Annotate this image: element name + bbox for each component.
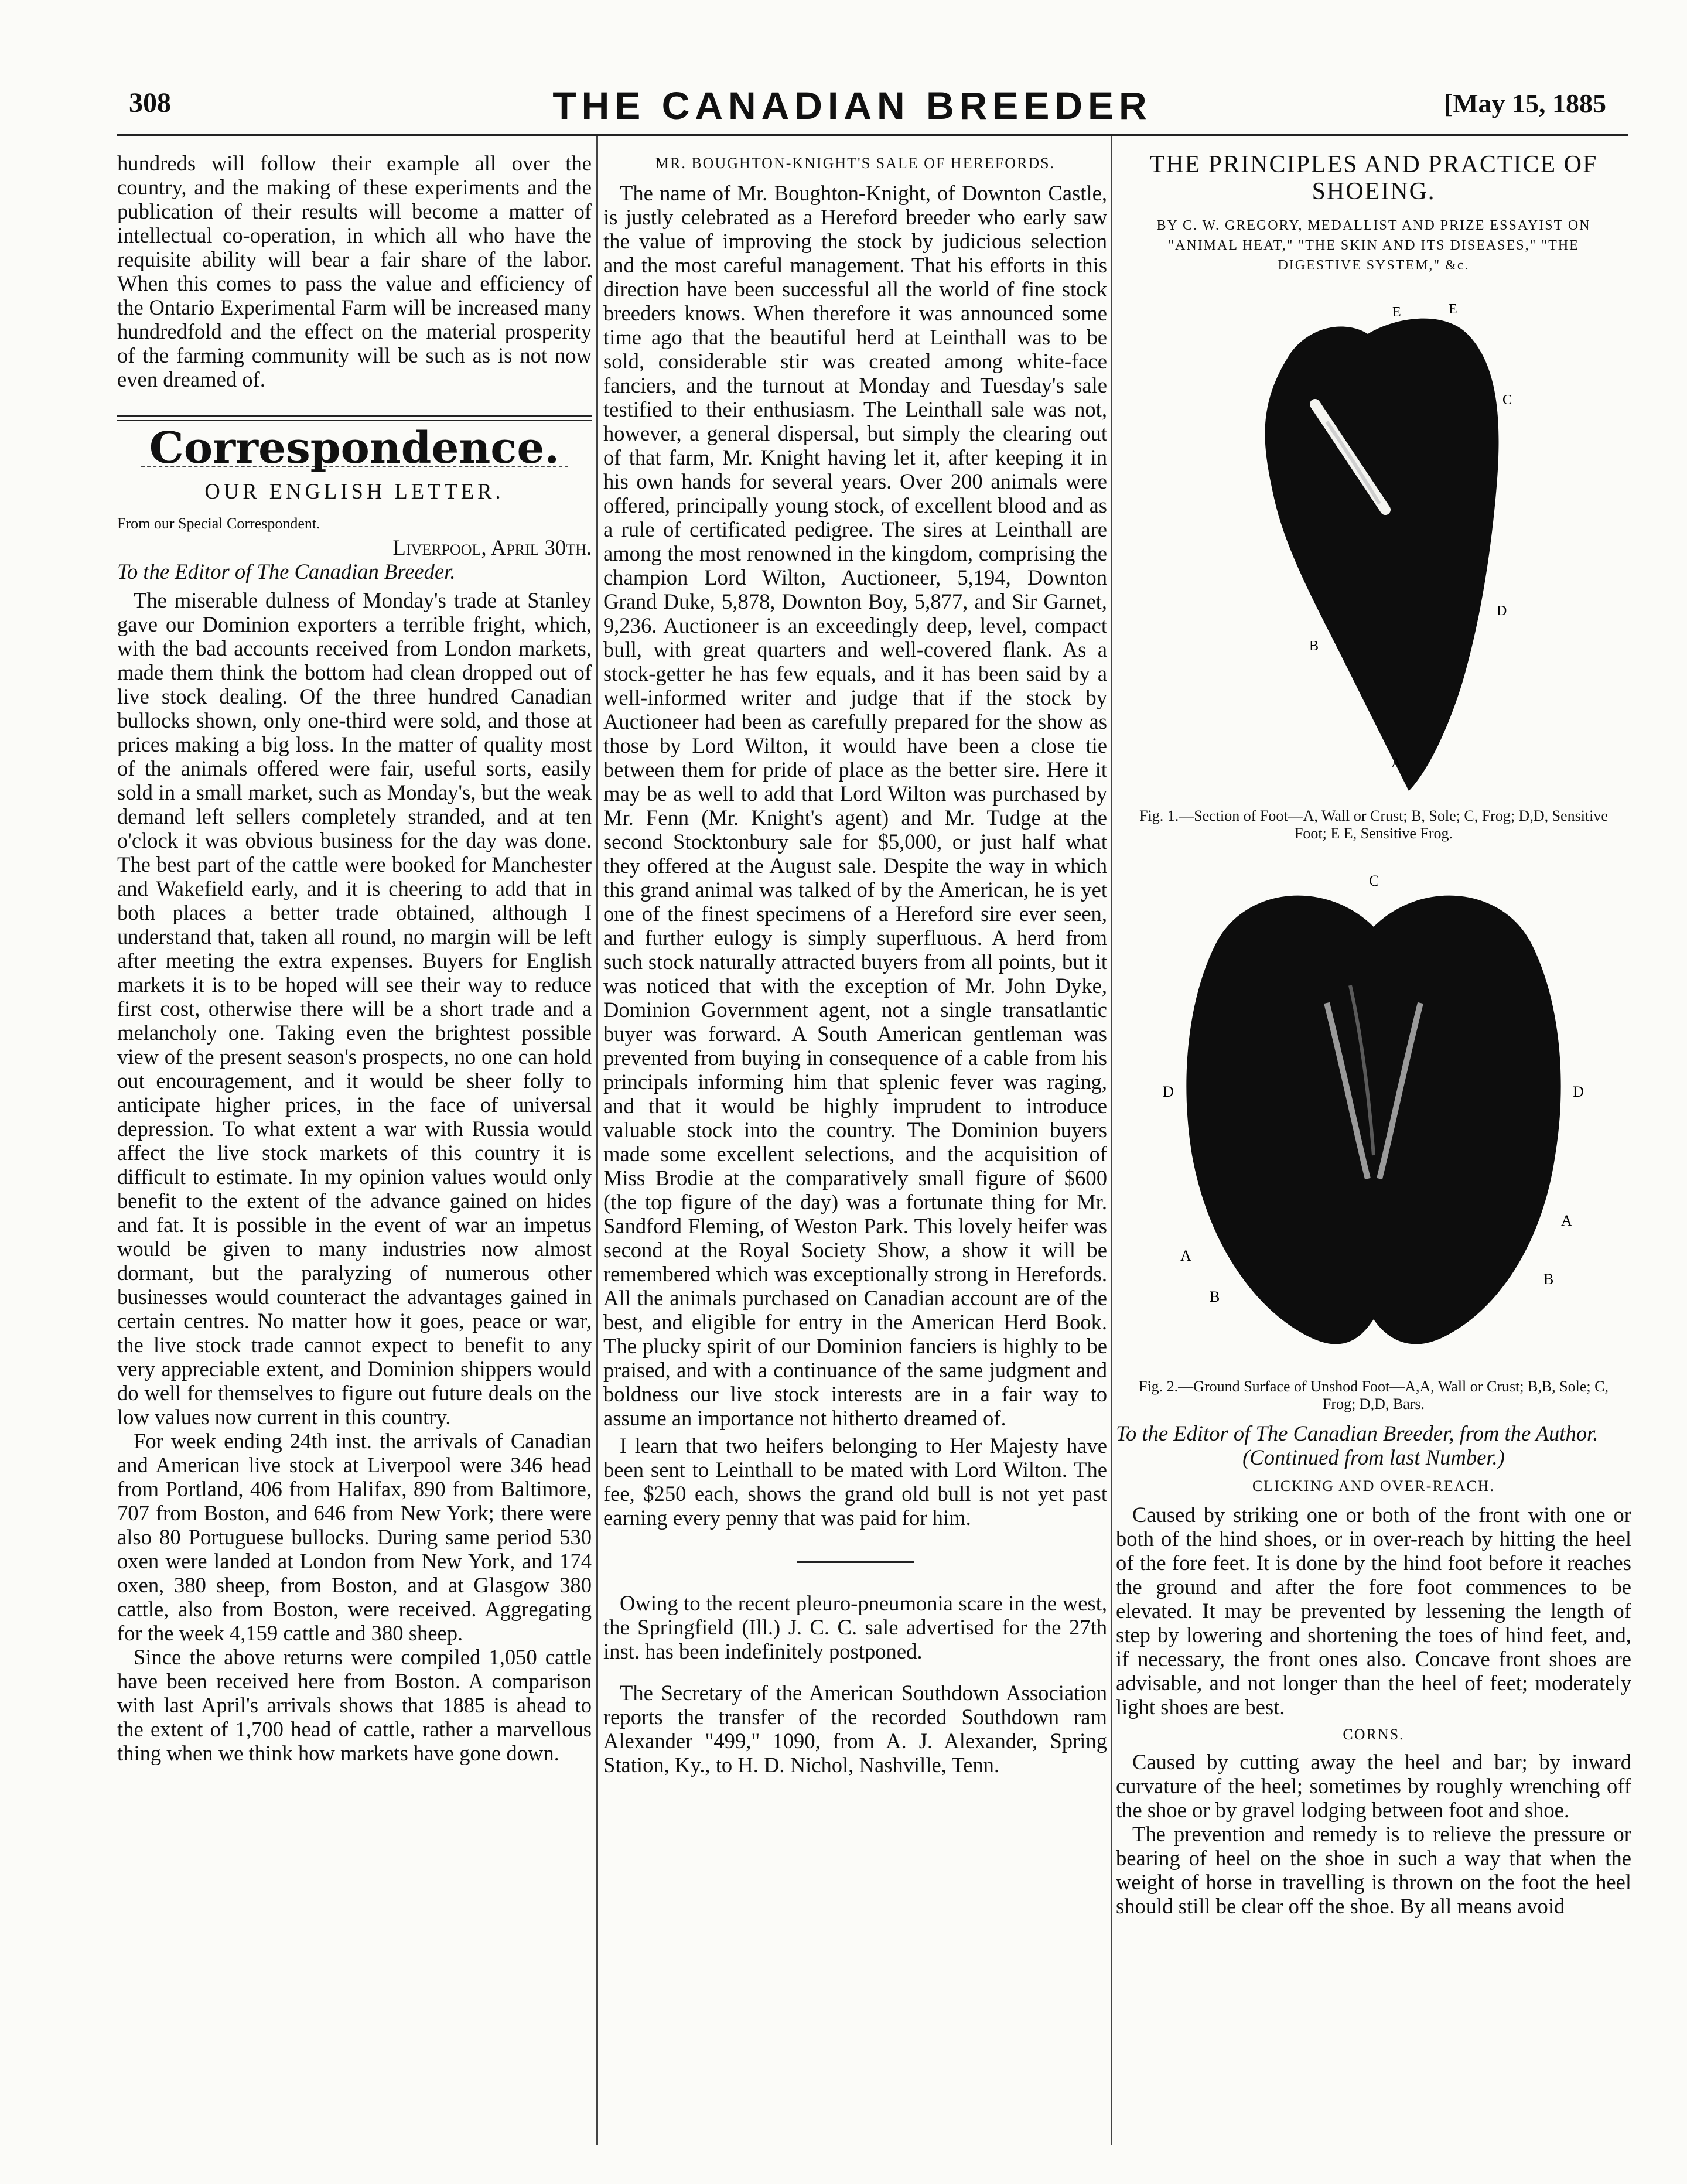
continued-note: (Continued from last Number.) (1242, 1445, 1505, 1469)
figure-2-foot-shape (1186, 896, 1560, 1344)
figure-2-label-d: D (1163, 1083, 1174, 1100)
column-3 (1116, 151, 1631, 2155)
masthead-title: THE CANADIAN BREEDER (552, 84, 1152, 127)
figure-1-label-b: B (1309, 639, 1319, 654)
letter-salutation: To the Editor of The Canadian Breeder. (117, 559, 456, 583)
figure-1-label-c: C (1502, 393, 1512, 408)
column-divider-2 (1111, 136, 1112, 2145)
column-divider-1 (596, 136, 598, 2145)
shoeing-salutation: To the Editor of The Canadian Breeder, from the Author. (1116, 1421, 1599, 1445)
figure-2-caption: Fig. 2.—Ground Surface of Unshod Foot—A,A, Wall or Crust; B,B, Sole; C, Frog; D,D, Bars. (1139, 1378, 1609, 1412)
letter-paragraph-1: The miserable dulness of Monday's trade at Stanley gave our Dominion exporters a terrible fright, which, with the bad accounts received from London markets, made them think the bottom had clean dropped out of live stock dealing. Of the three hundred Canadian bullocks shown, only one-third were sold, and those at prices making a big loss. In the matter of quality most of the animals offered were fair, useful sorts, easily sold in a small market, such as Monday's, but the weak demand left sellers completely stranded, and at ten o'clock it was obvious business for the day was done. The best part of the cattle were booked for Manchester and Wakefield early, and it is cheering to add that in both places a better trade obtained, although I understand that, taken all round, no margin will be left after meeting the extra expenses. Buyers for English markets it is to be hoped will see their way to reduce first cost, otherwise there will be a short trade and a melancholy one. Taking even the brightest possible view of the present season's prospects, no one can hold out encouragement, and it would be sheer folly to anticipate higher prices, in the face of universal depression. To what extent a war with Russia would affect the live stock markets of this country it is difficult to estimate. In my opinion values would only benefit to the extent of the advance gained on hides and fat. It is possible in the event of war an impetus would be given to many industries now almost dormant, but the paralyzing of numerous other businesses would counteract the advantages gained in certain centres. No matter how it goes, peace or war, the live stock trade cannot expect to benefit to any very appreciable extent, and Dominion shippers would do well for themselves to figure out future deals on the low values now current in this country. (117, 588, 592, 1429)
figure-1-caption: Fig. 1.—Section of Foot—A, Wall or Crust; B, Sole; C, Frog; D,D, Sensitive Foot; E E, Sensitive Frog. (1139, 807, 1608, 842)
figure-1-foot-shape (1265, 319, 1499, 791)
figure-1-label-a: A (1391, 756, 1402, 771)
page-number: 308 (129, 87, 171, 118)
letter-title: OUR ENGLISH LETTER. (204, 479, 504, 503)
figure-1-label-e2: E (1449, 302, 1457, 317)
southdown-note: The Secretary of the American Southdown Association reports the transfer of the recorded Southdown ram Alexander "499," 1090, from A. J. Alexander, Spring Station, Ky., to H. D. Nichol, Nashville, Tenn. (603, 1681, 1107, 1777)
item-rule (797, 1561, 914, 1563)
section-title: Correspondence. (149, 423, 560, 473)
hereford-paragraph-2: I learn that two heifers belonging to Her Majesty have been sent to Leinthall to be mated with Lord Wilton. The fee, $250 each, shows the grand old bull is not yet past earning every penny that was paid for him. (603, 1434, 1107, 1530)
issue-date: [May 15, 1885 (1443, 88, 1606, 118)
section-rule (117, 415, 592, 421)
article-continuation: hundreds will follow their example all over the country, and the making of these experiments and the publication of their results will become a matter of intellectual co-operation, in which all who have the requisite ability will bear a fair share of the labor. When this comes to pass the value and efficiency of the Ontario Experimental Farm will be increased many hundredfold and the effect on the material prosperity of the farming community will be such as is not now even dreamed of. (117, 151, 592, 391)
figure-1-label-d: D (1497, 603, 1507, 619)
figure-2-ground-surface (1151, 851, 1596, 1378)
figure-2-label-d2: D (1573, 1083, 1584, 1100)
corns-paragraph-2: The prevention and remedy is to relieve the pressure or bearing of heel on the shoe in such a way that when the weight of horse in travelling is thrown on the foot the heel should still be clear off the shoe. By all means avoid (1116, 1822, 1631, 1918)
corns-paragraph-1: Caused by cutting away the heel and bar; by inward curvature of the heel; sometimes by roughly wrenching off the shoe or by gravel lodging between foot and shoe. (1116, 1750, 1631, 1822)
figure-2-label-a: A (1180, 1247, 1191, 1264)
corns-heading: CORNS. (1343, 1726, 1405, 1743)
figure-1-label-e: E (1392, 305, 1401, 320)
shoeing-article-title: THE PRINCIPLES AND PRACTICE OF SHOEING. (1149, 151, 1598, 205)
column-2 (603, 151, 1107, 2155)
figure-2-label-b2: B (1543, 1271, 1554, 1288)
springfield-note: Owing to the recent pleuro-pneumonia scare in the west, the Springfield (Ill.) J. C. C. sale advertised for the 27th inst. has been indefinitely postponed. (603, 1591, 1107, 1663)
header-rule (117, 134, 1628, 136)
shoeing-byline: BY C. W. GREGORY, MEDALLIST AND PRIZE ESSAYIST ON "ANIMAL HEAT," "THE SKIN AND ITS DISEASES," "THE DIGESTIVE SYSTEM," &c. (1156, 218, 1591, 273)
figure-2-label-b: B (1210, 1288, 1220, 1305)
figure-2-label-c: C (1369, 872, 1379, 889)
letter-paragraph-3: Since the above returns were compiled 1,050 cattle have been received here from Boston. A comparison with last April's arrivals shows that 1885 is ahead to the extent of 1,700 head of cattle, rather a marvellous thing when we think how markets have gone down. (117, 1645, 592, 1765)
letter-source: From our Special Correspondent. (117, 515, 320, 532)
hereford-sale-heading: MR. BOUGHTON-KNIGHT'S SALE OF HEREFORDS. (655, 155, 1056, 172)
hereford-paragraph-1: The name of Mr. Boughton-Knight, of Downton Castle, is justly celebrated as a Hereford breeder who early saw the value of improving the stock by judicious selection and the most careful management. That his efforts in this direction have been successful all the world of fine stock breeders knows. When therefore it was announced some time ago that the beautiful herd at Leinthall was to be sold, considerable stir was created among white-face fanciers, and the turnout at Monday and Tuesday's sale testified to their enthusiasm. The Leinthall sale was not, however, a general dispersal, but simply the clearing out of that farm, Mr. Knight having let it, after keeping it in his own hands for several years. Over 200 animals were offered, principally young stock, of excellent blood and as a rule of certificated pedigree. The sires at Leinthall are among the most renowned in the kingdom, comprising the champion Lord Wilton, Auctioneer, 5,194, Downton Grand Duke, 5,878, Downton Boy, 5,877, and Sir Garnet, 9,236. Auctioneer is an exceedingly deep, level, compact bull, with great quarters and well-covered flank. As a stock-getter he has few equals, and it has been said by a well-informed writer and judge that if the stock by Auctioneer had been as carefully prepared for the show as those by Lord Wilton, it would have been a close tie between them for pride of place as the better sire. Here it may be as well to add that Lord Wilton was purchased by Mr. Fenn (Mr. Knight's agent) and Mr. Tudge at the second Stocktonbury sale for $5,000, or just half what they offered at the August sale. Despite the way in which this grand animal was talked of by the American, he is yet one of the finest specimens of a Hereford sire ever seen, and further eulogy is simply superfluous. A herd from such stock naturally attracted buyers from all points, but it was noticed that with the exception of Mr. John Dyke, Dominion Government agent, not a single transatlantic buyer was forward. A South American gentleman was prevented from buying in consequence of a cable from his principals informing him that splenic fever was raging, and that it would be highly imprudent to introduce valuable stock into the country. The Dominion buyers made some excellent selections, and the acquisition of Miss Brodie at the comparatively small figure of $600 (the top figure of the day) was a fortunate thing for Mr. Sandford Fleming, of Weston Park. This lovely heifer was second at the Royal Society Show, a show it will be remembered which was exceptionally strong in Herefords. All the animals purchased on Canadian account are of the best, and eligible for entry in the American Herd Book. The plucky spirit of our Dominion fanciers is highly to be praised, and with a continuance of the same judgment and boldness our live stock interests are in a fair way to assume an importance not hitherto dreamed of. (603, 181, 1107, 1430)
clicking-heading: CLICKING AND OVER-REACH. (1252, 1477, 1495, 1494)
clicking-paragraph: Caused by striking one or both of the front with one or both of the hind shoes, or in over-reach by hitting the heel of the fore feet. It is done by the hind foot before it reaches the ground and after the fore foot commences to be elevated. It may be prevented by lessening the length of step by lowering and shortening the toes of hind feet, and, if necessary, the front ones also. Concave front shoes are advisable, and not longer than the heel of feet; moderately light shoes are best. (1116, 1503, 1631, 1719)
page-header (0, 83, 1687, 136)
letter-dateline: Liverpool, April 30th. (392, 535, 592, 559)
figure-2-label-a2: A (1561, 1212, 1572, 1229)
figure-1-foot-section (1221, 287, 1526, 803)
letter-paragraph-2: For week ending 24th inst. the arrivals of Canadian and American live stock at Liverpool were 346 head from Portland, 406 from Halifax, 890 from Baltimore, 707 from Boston, and 646 from New York; there were also 80 Portuguese bullocks. During same period 530 oxen were landed at London from New York, and 174 oxen, 380 sheep, from Boston, and at Glasgow 380 cattle, also from Boston, were received. Aggregating for the week 4,159 cattle and 380 sheep. (117, 1429, 592, 1645)
column-1 (117, 151, 592, 2155)
